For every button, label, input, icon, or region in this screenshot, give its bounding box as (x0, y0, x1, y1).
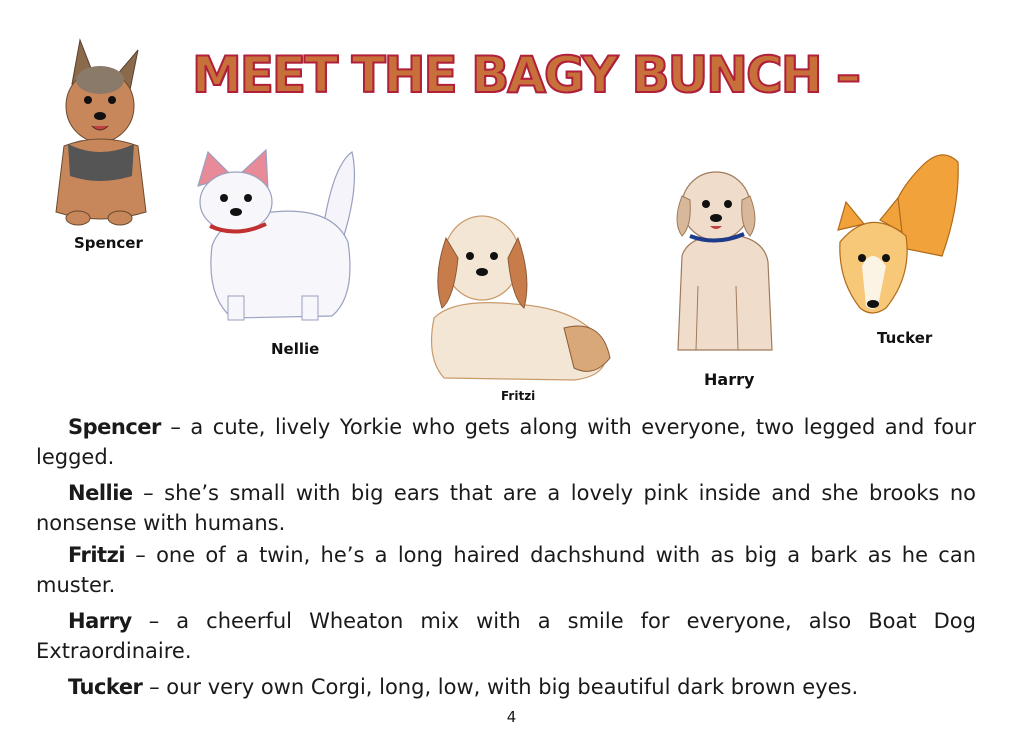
description-tucker (36, 672, 976, 702)
description-name: Harry (68, 609, 132, 633)
description-spencer (36, 412, 976, 472)
dog-caption-spencer: Spencer (74, 234, 143, 252)
description-name: Nellie (68, 481, 133, 505)
description-nellie (36, 478, 976, 538)
description-text: – one of a twin, he’s a long haired dachshund with as big a bark as he can muster. (36, 543, 976, 597)
description-name: Tucker (68, 675, 143, 699)
dog-caption-tucker: Tucker (877, 329, 933, 347)
harry-illustration (668, 166, 780, 358)
description-text: – our very own Corgi, long, low, with big beautiful dark brown eyes. (142, 675, 859, 699)
dog-caption-harry: Harry (704, 370, 755, 389)
description-fritzi (36, 540, 976, 600)
dog-caption-nellie: Nellie (271, 340, 320, 358)
fritzi-illustration (424, 208, 614, 386)
description-name: Spencer (68, 415, 161, 439)
nellie-illustration (192, 146, 364, 328)
description-harry (36, 606, 976, 666)
tucker-illustration (832, 146, 962, 322)
description-text: – she’s small with big ears that are a lovely pink inside and she brooks no nonsense with humans. (36, 481, 976, 535)
page-number: 4 (506, 708, 517, 726)
description-name: Fritzi (68, 543, 126, 567)
spencer-illustration (42, 36, 158, 230)
dog-caption-fritzi: Fritzi (501, 389, 536, 403)
page-title: MEET THE BAGY BUNCH – (192, 46, 859, 104)
description-text: – a cheerful Wheaton mix with a smile for everyone, also Boat Dog Extraordinaire. (36, 609, 976, 663)
description-text: – a cute, lively Yorkie who gets along with everyone, two legged and four legged. (36, 415, 976, 469)
